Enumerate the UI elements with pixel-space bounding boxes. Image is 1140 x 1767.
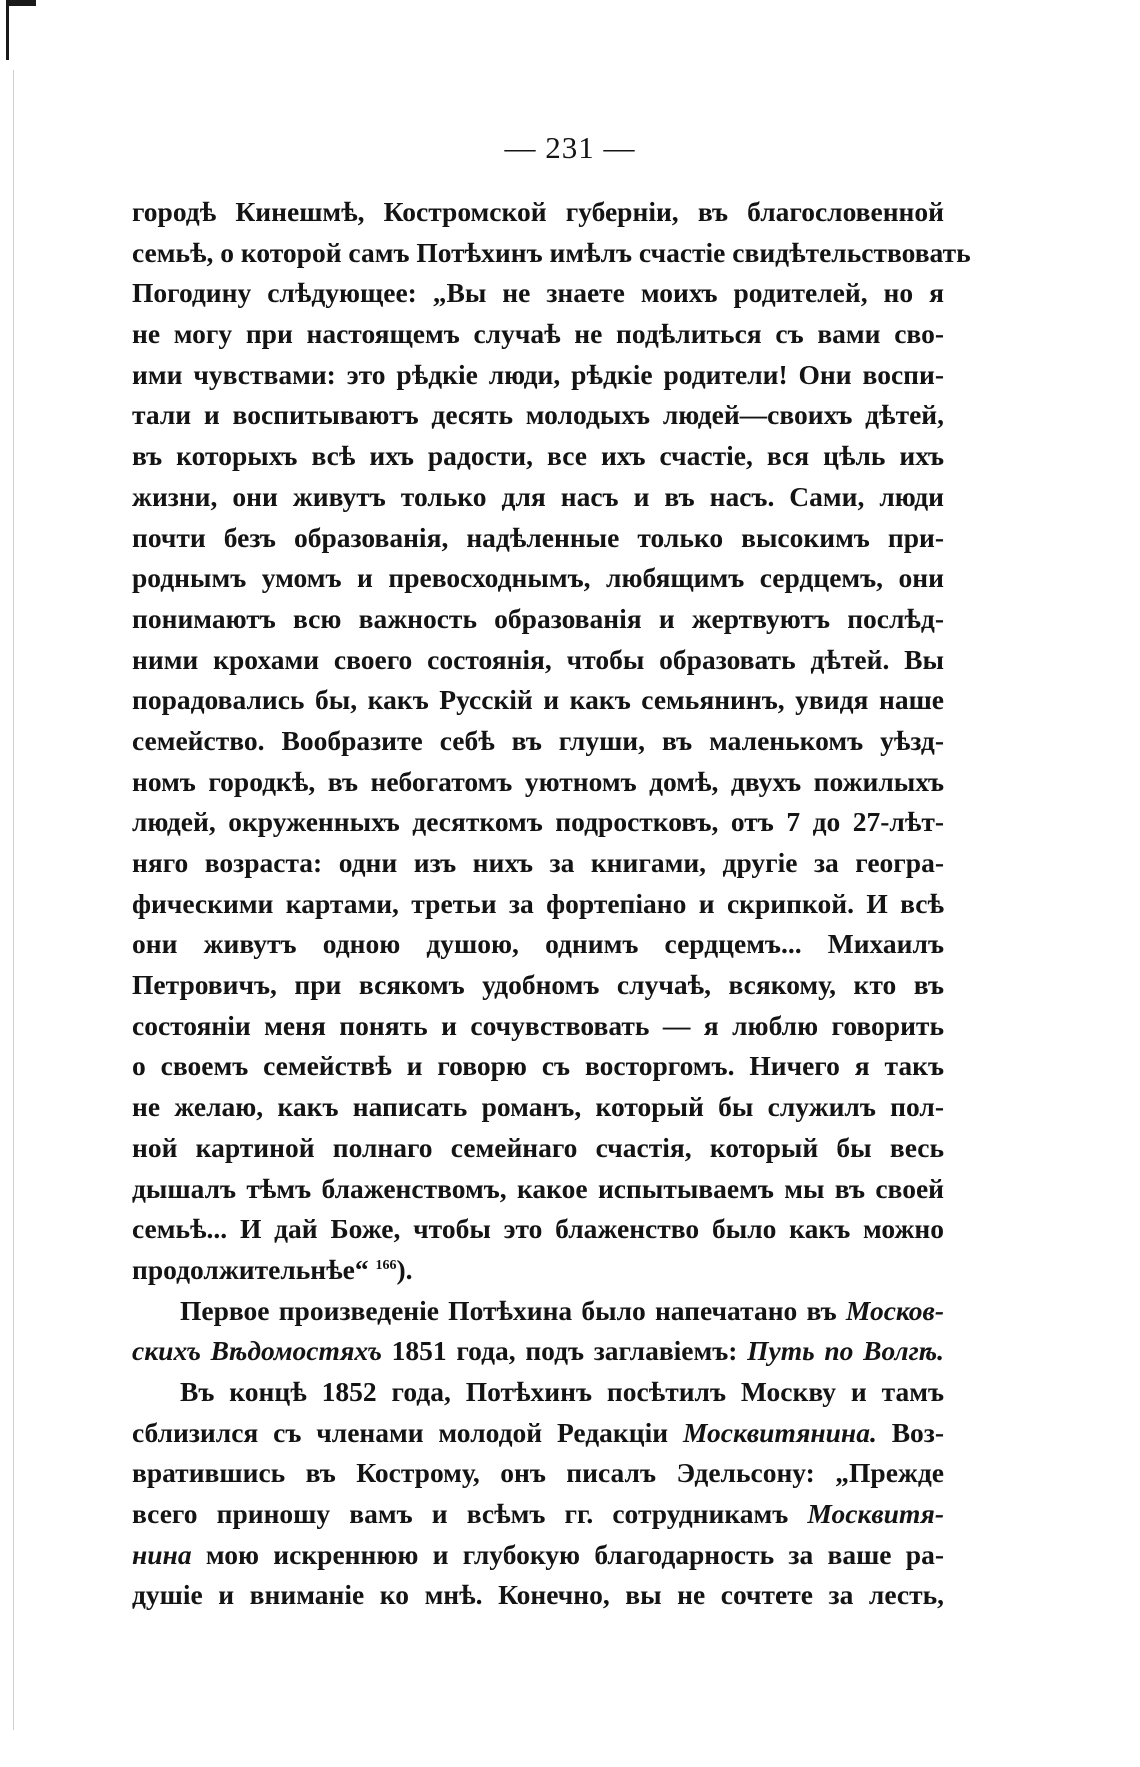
text-span: продолжительнѣе“ [132,1253,376,1285]
text-span: Въ концѣ 1852 года, Потѣхинъ посѣтилъ Москву и тамъ [180,1375,944,1407]
text-line [132,355,944,396]
text-span: роднымъ умомъ и превосходнымъ, любящимъ сердцемъ, они [132,562,944,594]
text-line [132,721,944,762]
text-line [132,1046,944,1087]
text-line [132,233,971,274]
text-line [132,1535,944,1576]
text-span: Воз- [876,1416,944,1448]
text-line [132,1087,944,1128]
text-span: ними крохами своего состоянія, чтобы образовать дѣтей. Вы [132,643,944,675]
text-span: не могу при настоящемъ случаѣ не подѣлиться съ вами сво- [132,318,944,350]
text-span: ими чувствами: это рѣдкіе люди, рѣдкіе родители! Они воспи- [132,358,944,390]
text-line [132,1494,944,1535]
page-number: — 231 — [504,130,636,165]
text-span: о своемъ семействѣ и говорю съ восторгомъ. Ничего я такъ [132,1050,944,1082]
italic-text: Москвитянина. [682,1416,877,1448]
italic-text: Москвитя- [807,1498,944,1529]
text-span: 1851 года, подъ заглавіемъ: [381,1335,748,1367]
text-line [132,273,944,314]
text-line [132,1413,944,1454]
text-line [132,436,944,477]
text-span: вратившись въ Кострому, онъ писалъ Эдельсону: „Прежде [132,1457,944,1489]
text-line [132,1128,944,1169]
text-span: сблизился съ членами молодой Редакціи [132,1416,683,1448]
text-line [132,1575,944,1616]
text-span: Петровичъ, при всякомъ удобномъ случаѣ, всякому, кто въ [132,969,944,1001]
text-span: жизни, они живутъ только для насъ и въ насъ. Сами, люди [132,480,944,512]
text-line [132,640,944,681]
text-span: въ которыхъ всѣ ихъ радости, все ихъ счастіе, вся цѣль ихъ [132,440,944,472]
text-span: понимаютъ всю важность образованія и жертвуютъ послѣд- [132,602,944,634]
text-line [132,599,944,640]
text-span: состояніи меня понять и сочувствовать — я люблю говорить [132,1009,944,1041]
text-span: почти безъ образованія, надѣленные только высокимъ при- [132,521,944,553]
text-span: мою искреннюю и глубокую благодарность за ваше ра- [191,1538,944,1570]
text-span: тали и воспитываютъ десять молодыхъ людей—своихъ дѣтей, [132,399,944,431]
text-span: порадовались бы, какъ Русскій и какъ семьянинъ, увидя наше [132,684,944,716]
text-line [132,477,944,518]
text-line [132,1331,944,1372]
text-line [132,1209,944,1250]
text-span: ). [396,1253,413,1285]
text-line [132,395,944,436]
text-line [132,680,944,721]
text-span: людей, окруженныхъ десяткомъ подростковъ, отъ 7 до 27-лѣт- [132,806,944,838]
scan-edge-mark [6,0,9,60]
text-line [132,965,944,1006]
text-span: душіе и вниманіе ко мнѣ. Конечно, вы не сочтете за лесть, [132,1579,944,1611]
text-span: городѣ Кинешмѣ, Костромской губерніи, въ благословенной [132,196,944,227]
italic-text: нина [132,1538,192,1570]
text-span: семьѣ... И дай Боже, чтобы это блаженство было какъ можно [132,1213,944,1245]
text-span: Погодину слѣдующее: „Вы не знаете моихъ родителей, но я [132,277,944,309]
text-line [132,802,944,843]
text-line [132,924,944,965]
text-span: семейство. Вообразите себѣ въ глуши, въ маленькомъ уѣзд- [132,724,944,756]
text-line [132,1006,944,1047]
text-line [132,1169,944,1210]
italic-text: скихъ Вѣдомостяхъ [132,1335,382,1367]
text-span: няго возраста: одни изъ нихъ за книгами, другіе за геогра- [132,847,944,878]
text-line [132,1291,944,1332]
text-line [132,558,944,599]
text-span: семьѣ, о которой самъ Потѣхинъ имѣлъ счастіе свидѣтельствовать [132,236,971,268]
text-span: фическими картами, третьи за фортепіано и скрипкой. И всѣ [132,887,944,919]
footnote-ref: 166 [375,1257,397,1273]
text-span: всего приношу вамъ и всѣмъ гг. сотрудникамъ [132,1498,808,1529]
text-line [132,314,944,355]
text-line [132,192,944,233]
text-line [132,884,944,925]
text-span: ной картиной полнаго семейнаго счастія, который бы весь [132,1131,944,1163]
body-text [132,192,971,1616]
text-line [132,1250,944,1291]
text-line [132,518,944,559]
text-span: они живутъ одною душою, однимъ сердцемъ... Михаилъ [132,928,944,960]
text-span: номъ городкѣ, въ небогатомъ уютномъ домѣ, двухъ пожилыхъ [132,765,944,797]
text-line [132,1453,944,1494]
text-span: Первое произведеніе Потѣхина было напечатано въ [180,1294,846,1326]
italic-text: Москов- [845,1294,944,1326]
text-line [132,1372,944,1413]
scan-edge-line [13,70,14,1730]
text-line [132,762,944,803]
text-span: не желаю, какъ написать романъ, который бы служилъ пол- [132,1091,944,1123]
italic-text: Путь по Волгѣ. [747,1335,944,1367]
scan-edge-mark [6,0,36,6]
text-span: дышалъ тѣмъ блаженствомъ, какое испытываемъ мы въ своей [132,1172,944,1204]
text-line [132,843,944,884]
